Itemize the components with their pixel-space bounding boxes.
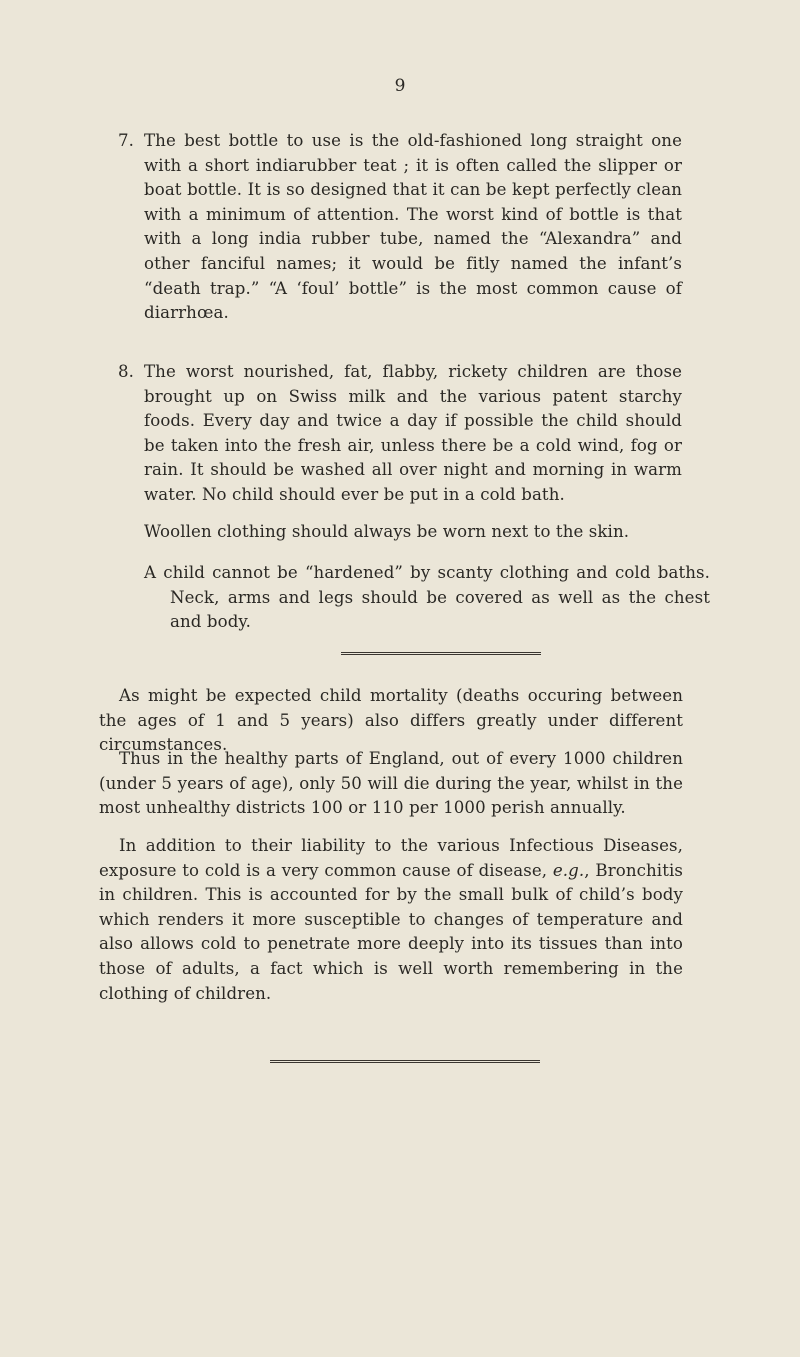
paragraph-text: In addition to their liability to the various Infectious Diseases, exposure to cold is a very common cause of disease, [99, 836, 683, 880]
list-item-text: The best bottle to use is the old-fashioned long straight one with a short indiarubber teat ; it is often called the slipper or boat bottle. It is so designed that it can be kept perfectly clean with a minimum of attention. The worst kind of bottle is that with a long india rubber tube, named the “Alexandra” and other fanciful names; it would be fitly named the infant’s “death trap.” “A ‘foul’ bottle” is the most common cause of diarrhœa. [144, 131, 682, 323]
list-item-8 [118, 360, 682, 508]
paragraph-text: , Bronchitis in children. This is accounted for by the small bulk of child’s body which renders it more susceptible to changes of temperature and also allows cold to penetrate more deeply into its tissues than into those of adults, a fact which is well worth remembering in the clothing of children. [99, 860, 683, 1003]
paragraph-healthy-parts: Thus in the healthy parts of England, out of every 1000 children (under 5 years of age), only 50 will die during the year, whilst in the most unhealthy districts 100 or 110 per 1000 perish annually. [99, 749, 683, 818]
page-number: 9 [394, 76, 406, 96]
list-item-number: 8. [118, 362, 135, 381]
closing-divider [270, 1060, 540, 1063]
paragraph-abbreviation: e.g. [552, 860, 585, 880]
list-item-7 [118, 129, 682, 326]
paragraph-exposure-to-cold [99, 834, 683, 1006]
list-item-number: 7. [118, 131, 135, 150]
section-divider [341, 652, 541, 655]
list-item-text: The worst nourished, fat, flabby, rickety children are those brought up on Swiss milk and the various patent starchy foods. Every day and twice a day if possible the child should be taken into the fresh air, unless there be a cold wind, fog or rain. It should be washed all over night and morning in warm water. No child should ever be put in a cold bath. [144, 362, 682, 504]
woollen-clothing-note: Woollen clothing should always be worn next to the skin. [144, 522, 630, 541]
hardened-note: A child cannot be “hardened” by scanty clothing and cold baths. Neck, arms and legs should be covered as well as the chest and body. [144, 563, 710, 632]
paragraph-child-mortality: As might be expected child mortality (deaths occuring between the ages of 1 and 5 years) also differs greatly under different circumstances. [99, 686, 683, 755]
